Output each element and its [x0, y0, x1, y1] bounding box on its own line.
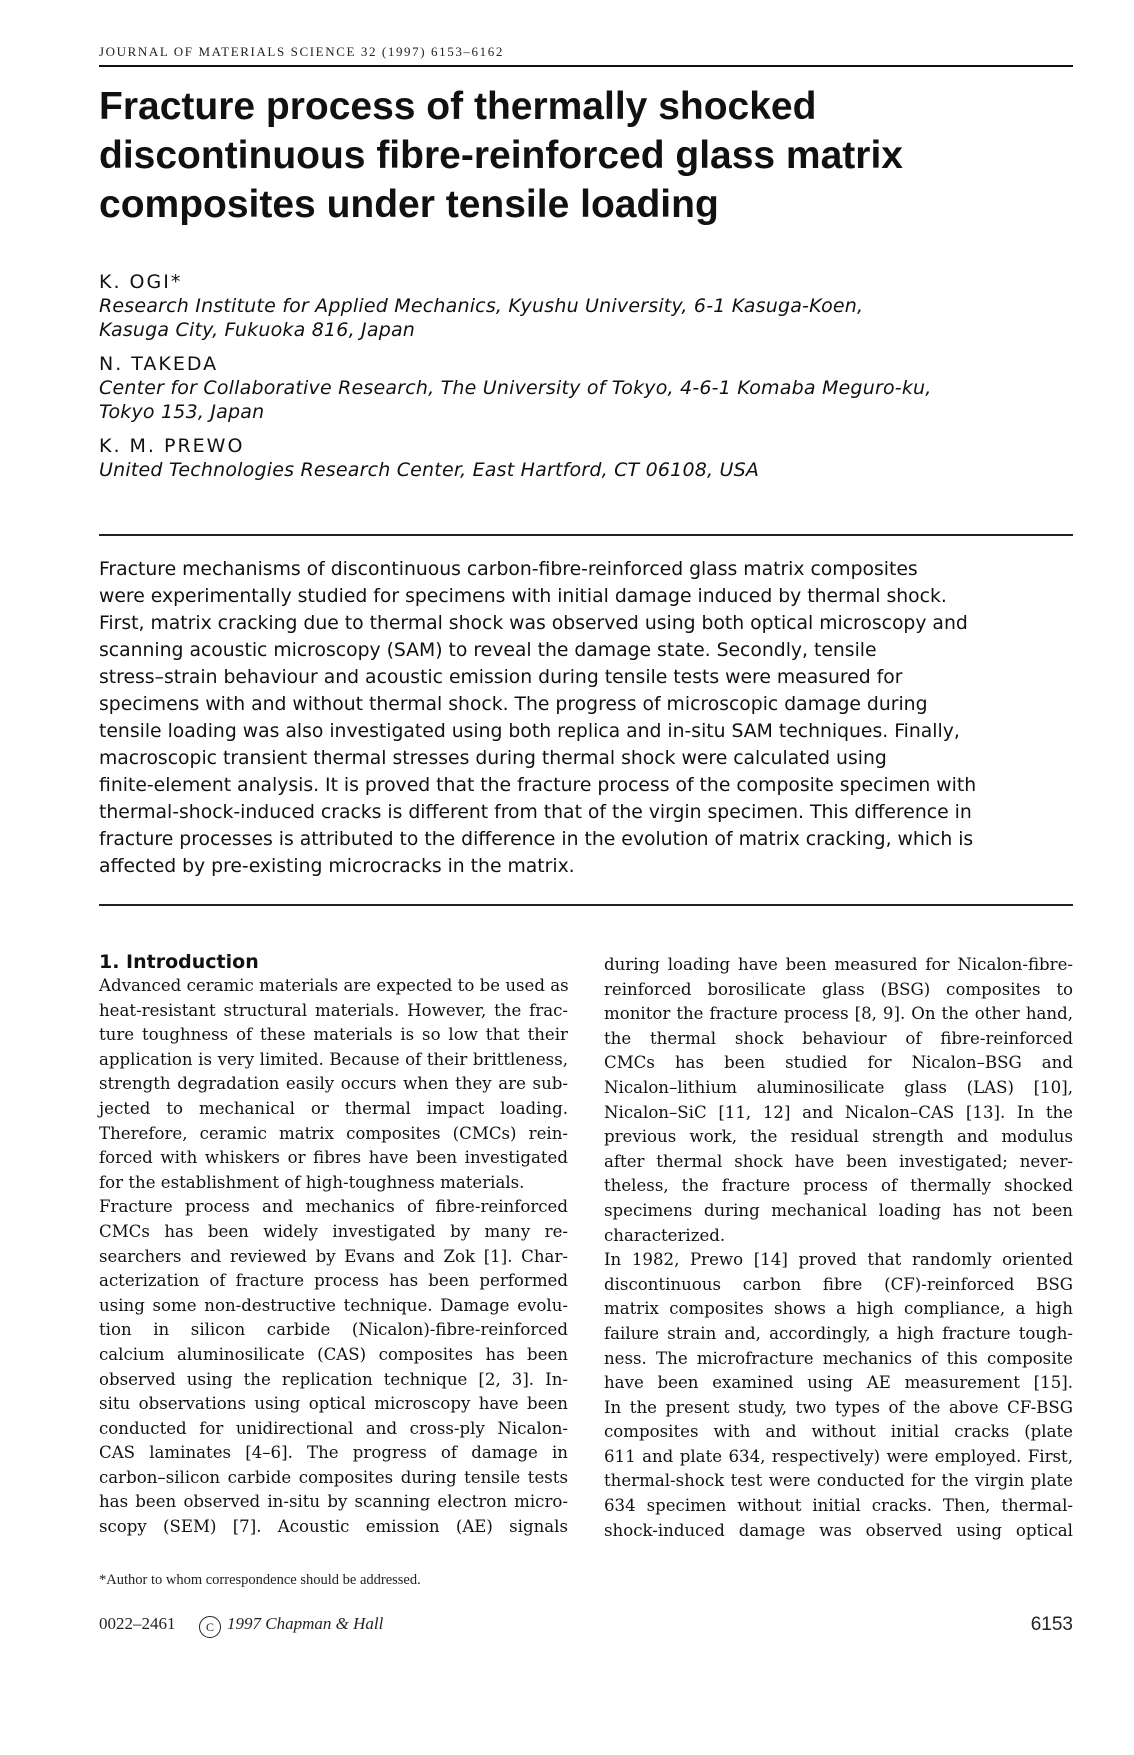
right-column [604, 953, 1073, 1543]
body-line: discontinuous carbon fibre (CF)-reinforced BSG [604, 1274, 1073, 1294]
body-line: have been examined using AE measurement [15]. [604, 1373, 1073, 1393]
abstract-line: affected by pre-existing microcracks in the matrix. [99, 856, 575, 877]
body-line: matrix composites shows a high compliance, a high [604, 1299, 1073, 1319]
body-line: situ observations using optical microscopy have been [99, 1394, 568, 1414]
body-line: calcium aluminosilicate (CAS) composites has been [99, 1344, 568, 1364]
journal-header: JOURNAL OF MATERIALS SCIENCE 32 (1997) 6153–6162 [99, 44, 504, 59]
abstract-line: fracture processes is attributed to the difference in the evolution of matrix cracking, which is [99, 829, 974, 850]
body-line: specimens during mechanical loading has not been [604, 1200, 1073, 1220]
body-line: has been observed in-situ by scanning electron micro- [99, 1492, 568, 1512]
abstract-line: scanning acoustic microscopy (SAM) to reveal the damage state. Secondly, tensile [99, 640, 877, 661]
header-rule [99, 65, 1073, 67]
body-line: strength degradation easily occurs when they are sub- [99, 1074, 568, 1094]
body-line: Advanced ceramic materials are expected to be used as [99, 976, 569, 995]
abstract-line: stress–strain behaviour and acoustic emission during tensile tests were measured for [99, 667, 903, 688]
body-line: thermal-shock test were conducted for the virgin plate [604, 1471, 1073, 1491]
copyright [199, 1614, 383, 1638]
abstract-top-rule [99, 534, 1073, 536]
body-line: theless, the fracture process of thermally shocked [604, 1176, 1073, 1196]
body-line: searchers and reviewed by Evans and Zok [1]. Char- [99, 1246, 568, 1266]
body-line: acterization of fracture process has been performed [99, 1271, 568, 1291]
abstract-line: were experimentally studied for specimens with initial damage induced by thermal shock. [99, 586, 947, 607]
body-line: forced with whiskers or fibres have been investigated [99, 1148, 568, 1168]
body-line: previous work, the residual strength and modulus [604, 1127, 1073, 1147]
affiliation-line: United Technologies Research Center, East Hartford, CT 06108, USA [99, 459, 760, 481]
abstract-line: First, matrix cracking due to thermal shock was observed using both optical microscopy and [99, 613, 968, 634]
body-line: observed using the replication technique [2, 3]. In- [99, 1369, 568, 1389]
author-name: K. M. PREWO [99, 435, 245, 457]
author-block [99, 270, 1073, 342]
body-line: 634 specimen without initial cracks. Then, thermal- [604, 1496, 1073, 1516]
body-line: conducted for unidirectional and cross-ply Nicalon- [99, 1418, 568, 1438]
affiliation-line: Research Institute for Applied Mechanics, Kyushu University, 6-1 Kasuga-Koen, [99, 295, 864, 317]
body-line: heat-resistant structural materials. However, the frac- [99, 1000, 568, 1020]
author-name: K. OGI* [99, 271, 183, 293]
title-line: Fracture process of thermally shocked [99, 85, 817, 128]
body-line: In 1982, Prewo [14] proved that randomly oriented [604, 1250, 1073, 1270]
article-title [99, 82, 1059, 229]
page-footer [99, 1614, 1073, 1638]
title-line: discontinuous fibre-reinforced glass matrix [99, 134, 903, 177]
abstract-line: macroscopic transient thermal stresses during thermal shock were calculated using [99, 748, 887, 769]
body-line: Fracture process and mechanics of fibre-reinforced [99, 1197, 568, 1217]
body-line: monitor the fracture process [8, 9]. On the other hand, [604, 1004, 1073, 1024]
body-line: Nicalon–SiC [11, 12] and Nicalon–CAS [13]. In the [604, 1102, 1073, 1122]
correspondence-footnote: *Author to whom correspondence should be addressed. [99, 1572, 421, 1588]
body-line: composites with and without initial cracks (plate [604, 1422, 1073, 1442]
abstract-line: specimens with and without thermal shock. The progress of microscopic damage during [99, 694, 928, 715]
title-line: composites under tensile loading [99, 183, 719, 226]
page-number: 6153 [1030, 1614, 1073, 1635]
abstract-line: thermal-shock-induced cracks is different from that of the virgin specimen. This difference in [99, 802, 972, 823]
abstract-line: tensile loading was also investigated using both replica and in-situ SAM techniques. Finally, [99, 721, 960, 742]
body-line: after thermal shock have been investigated; never- [604, 1151, 1073, 1171]
issn: 0022–2461 [99, 1614, 176, 1633]
body-line: CMCs has been widely investigated by many re- [99, 1221, 568, 1241]
body-line: carbon–silicon carbide composites during tensile tests [99, 1467, 568, 1487]
body-line: characterized. [604, 1225, 726, 1245]
body-line: 611 and plate 634, respectively) were employed. First, [604, 1446, 1073, 1466]
copyright-icon: C [199, 1616, 221, 1638]
body-line: shock-induced damage was observed using optical [604, 1520, 1073, 1540]
body-line: failure strain and, accordingly, a high fracture tough- [604, 1323, 1073, 1343]
author-affiliation [99, 294, 1073, 342]
body-line: ness. The microfracture mechanics of this composite [604, 1348, 1073, 1368]
body-line: application is very limited. Because of their brittleness, [99, 1049, 568, 1069]
body-line: CMCs has been studied for Nicalon–BSG and [604, 1053, 1073, 1073]
abstract [99, 556, 1073, 880]
abstract-bottom-rule [99, 904, 1073, 906]
body-line: jected to mechanical or thermal impact loading. [99, 1098, 568, 1118]
body-line: CAS laminates [4–6]. The progress of damage in [99, 1443, 568, 1463]
body-line: ture toughness of these materials is so low that their [99, 1025, 568, 1045]
body-line: for the establishment of high-toughness materials. [99, 1172, 525, 1192]
affiliation-line: Tokyo 153, Japan [99, 401, 265, 423]
affiliation-line: Center for Collaborative Research, The University of Tokyo, 4-6-1 Komaba Meguro-ku, [99, 377, 932, 399]
body-line: tion in silicon carbide (Nicalon)-fibre-reinforced [99, 1320, 568, 1340]
body-line: reinforced borosilicate glass (BSG) composites to [604, 979, 1073, 999]
body-line: Nicalon–lithium aluminosilicate glass (LAS) [10], [604, 1077, 1073, 1097]
author-affiliation [99, 376, 1073, 424]
body-line: the thermal shock behaviour of fibre-reinforced [604, 1028, 1073, 1048]
author-affiliation [99, 458, 1073, 482]
author-list [99, 270, 1073, 492]
copyright-text: 1997 Chapman & Hall [227, 1614, 384, 1633]
section-heading: 1. Introduction [99, 951, 259, 973]
body-line: during loading have been measured for Nicalon-fibre- [604, 955, 1073, 974]
body-line: Therefore, ceramic matrix composites (CMCs) rein- [99, 1123, 568, 1143]
body-line: scopy (SEM) [7]. Acoustic emission (AE) signals [99, 1517, 568, 1537]
affiliation-line: Kasuga City, Fukuoka 816, Japan [99, 319, 416, 341]
abstract-line: Fracture mechanisms of discontinuous carbon-fibre-reinforced glass matrix composites [99, 559, 918, 580]
body-line: using some non-destructive technique. Damage evolu- [99, 1295, 568, 1315]
author-block [99, 434, 1073, 482]
author-name: N. TAKEDA [99, 353, 219, 375]
author-block [99, 352, 1073, 424]
left-column [99, 950, 568, 1540]
abstract-line: finite-element analysis. It is proved that the fracture process of the composite specimen with [99, 775, 977, 796]
body-line: In the present study, two types of the above CF-BSG [604, 1397, 1073, 1417]
